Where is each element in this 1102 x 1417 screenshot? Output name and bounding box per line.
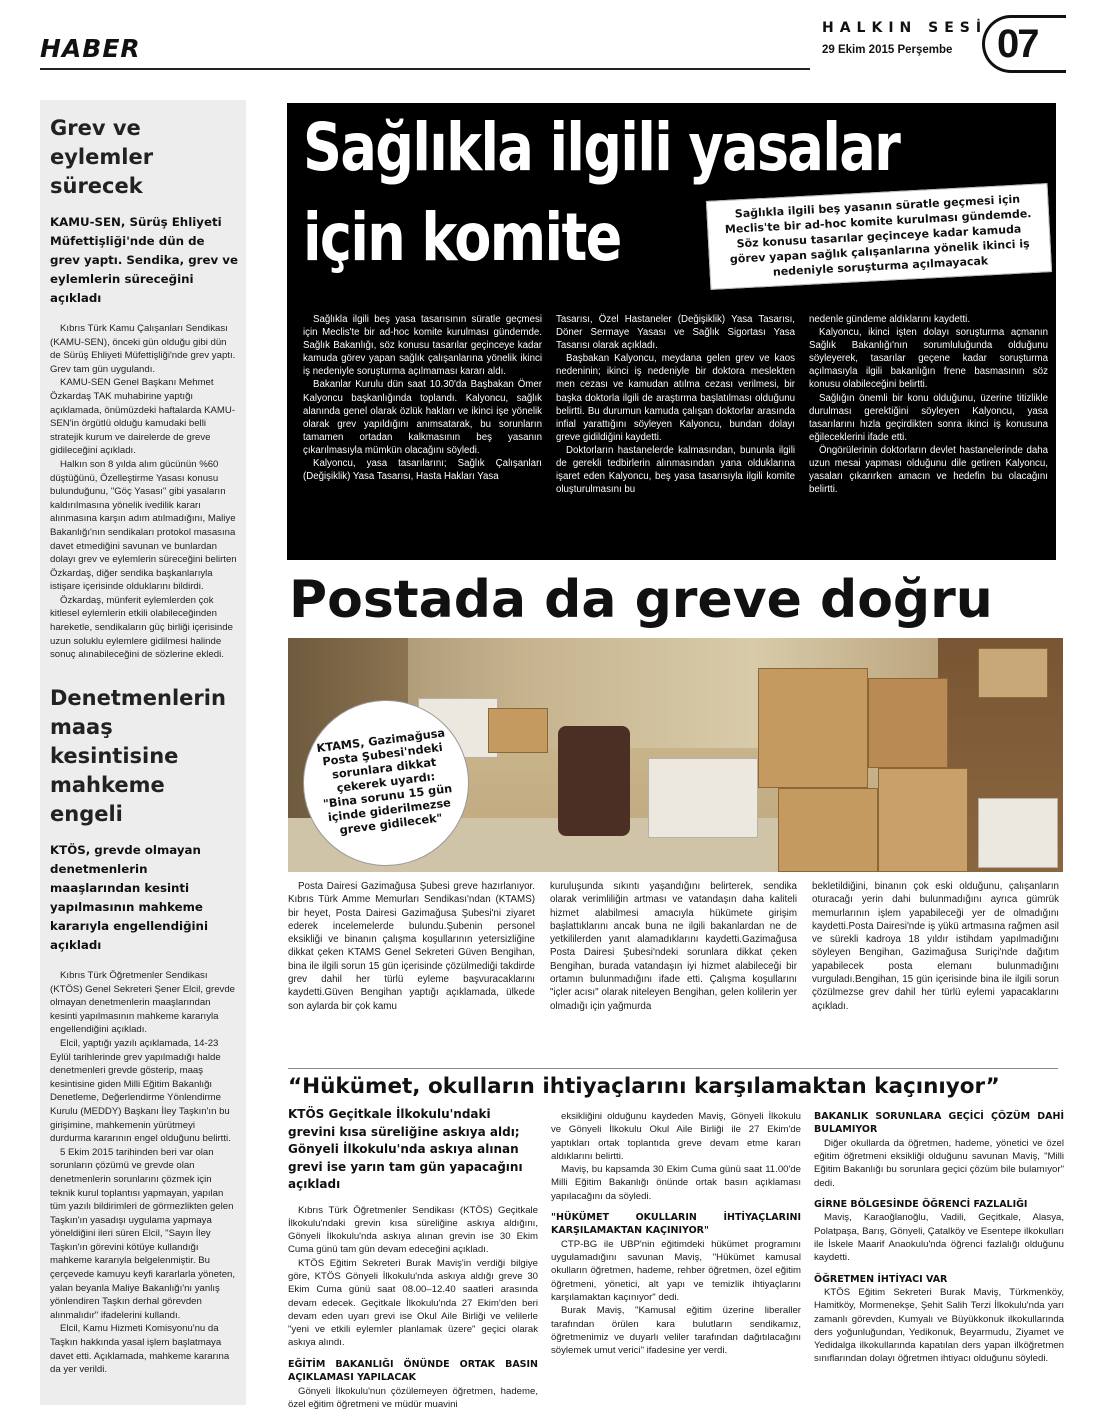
paragraph: Kıbrıs Türk Öğretmenler Sendikası (KTÖS) Genel Sekreteri Şener Elcil, grevde olmayan denetmenlerin maaşlarından kesinti yapılmasının mahkeme kararıyla engellendiğini açıkladı. (50, 970, 236, 1036)
badge-text: KTAMS, Gazimağusa Posta Şubesi'ndeki sorunlara dikkat çekerek uyardı: "Bina sorunu 15 gün içinde giderilmezse greve gidilecek" (315, 726, 453, 837)
paragraph: Tasarısı, Özel Hastaneler (Değişiklik) Yasa Tasarısı, Döner Sermaye Yasası ve Sağlık Sigortası Yasa Tasarısı olarak açıkladı. (556, 314, 795, 352)
paragraph: eksikliğini olduğunu kaydeden Maviş, Gönyeli İlkokulu ve Gönyeli İlkokulu Okul Aile Birliği ile 27 Ekim'de yaptıkları ortak toplantıda greve devam etme kararı aldıklarını belirtti. (551, 1111, 801, 1162)
paragraph: Başbakan Kalyoncu, meydana gelen grev ve kaos nedeninin; ikinci iş nedeniyle bir doktora meslekten men cezası ve kamudan atılma cezası verilmesi, bir başka doktorla ilgili de araştırma başlatılması olduğunu belirtti. Bu durumun kamuda çalışan doktorlar arasında infial yarattığını söyleyen Kalyoncu, bundan dolayı greve gidildiğini kaydetti. (556, 353, 795, 443)
paragraph: KTÖS Eğitim Sekreteri Burak Maviş'in verdiği bilgiye göre, KTÖS Gönyeli İlkokulu'nda askıya aldığı greve 30 Ekim Cuma günü saat 08.00–12.40 saatleri arasında devam edecek. Geçitkale İlkokulu'nda 27 Ekim'den beri devam eden uyarı grevi ise Okul Aile Birliği ve velilerle "yeni ve etkili eylemler planlamak üzere" geçici olarak askıya alındı. (288, 1257, 538, 1349)
photo-parcel (868, 678, 948, 768)
paragraph: Maviş, Karaoğlanoğlu, Vadili, Geçitkale, Alasya, Polatpaşa, Barış, Gönyeli, Çatalköy ve Esentepe ilkokulları ile İskele Maarif Anaokulu'nda öğrenci fazlalığı olduğunu kaydetti. (814, 1212, 1064, 1264)
issue-date: 29 Ekim 2015 Perşembe (822, 44, 953, 56)
photo-parcel (978, 648, 1048, 698)
feature-columns (303, 313, 1048, 496)
page-number: 07 (982, 15, 1066, 73)
feature-callout: Sağlıkla ilgili beş yasanın süratle geçmesi için Meclis'te bir ad-hoc komite kurulması gündemde. Söz konusu tasarılar geçinceye kadar kamuda görev yapan sağlık çalışanlarına yönelik ikinci iş nedeniyle soruşturma açılmayacak (706, 183, 1052, 290)
paragraph: Bakanlar Kurulu dün saat 10.30'da Başbakan Ömer Kalyoncu başkanlığında toplandı. Kalyoncu, sağlık alanında genel olarak özlük hakları ve ikinci işe yönelik olarak grev yapıldığını anımsatarak, bu sorunların tamamen ortadan kalkmasının beş yasanın çıkarılmasıyla mümkün olacağını söyledi. (303, 379, 542, 456)
okul-subhead: "HÜKÜMET OKULLARIN İHTİYAÇLARINI KARŞILAMAKTAN KAÇINIYOR" (551, 1212, 801, 1237)
feature-headline-line: için komite (303, 199, 621, 276)
posta-columns (288, 880, 1060, 1013)
section-divider (288, 1068, 1058, 1069)
paragraph: Burak Maviş, "Kamusal eğitim üzerine liberaller tarafından örülen kara bulutların sendikamız, öğretmenimiz ve duyarlı veliler tarafından dağıtılacağını söylemek umut verici" ifadesine yer verdi. (551, 1305, 801, 1357)
paragraph: Öngörülerinin doktorların devlet hastanelerinde daha uzun mesai yapması olduğunu dile getiren Kalyoncu, yasaları çıkarırken amacın ve hedefin bu olacağını belirtti. (809, 444, 1048, 496)
photo-parcel (648, 758, 758, 838)
photo-parcel (878, 768, 968, 872)
okul-headline: “Hükümet, okulların ihtiyaçlarını karşılamaktan kaçınıyor” (288, 1074, 1000, 1099)
posta-column (288, 880, 535, 1013)
photo-parcel (978, 798, 1058, 868)
sidebar-headline: Denetmenlerin maaş kesintisine mahkeme engeli (50, 686, 226, 826)
sidebar-story-strike (50, 114, 238, 662)
photo-badge (303, 700, 469, 866)
paragraph: KAMU-SEN Genel Başkanı Mehmet Özkardaş TAK muhabirine yaptığı açıklamada, önümüzdeki haftalarda KAMU-SEN'in örgütlü olduğu kamudaki belli stratejik kurum ve dairelerde de greve gidileceğini açıkladı. (50, 377, 236, 457)
paragraph: Doktorların hastanelerde kalmasından, bununla ilgili de gerekli tedbirlerin alınmasından yana olduklarına işaret eden Kalyoncu, beş yasa tasarısıyla ilgili komite oluşturulmasını bu (556, 444, 795, 496)
feature-column (556, 313, 795, 496)
paragraph: Kıbrıs Türk Öğretmenler Sendikası (KTÖS) Geçitkale İlkokulu'ndaki grevin kısa süreliğine askıya aldığını, Gönyeli İlkokulu'nda askıya alınan grevin ise 30 Ekim Cuma günü tam gün devam edeceğini açıkladı. (288, 1204, 538, 1256)
paragraph: Elcil, yaptığı yazılı açıklamada, 14-23 Eylül tarihlerinde grev yapılmadığı halde denetmenleri grevde gösterip, maaş kesintisine giden Milli Eğitim Bakanlığı Denetleme, Değerlendirme Yönlendirme Kurulu (MEDDY) Başkanı İley Taşkın'ın bu girişimine, mahkemenin yürütmeyi durdurma kararının engel olduğunu belirtti. (50, 1037, 231, 1145)
sidebar-story-inspectors (50, 684, 238, 1377)
paragraph: Özkardaş, münferit eylemlerden çok kitlesel eylemlerin etkili olabileceğinden hareketle, sendikaların güç birliği içerisinde uzun soluklu eylemlere gidilmesi halinde sonuç alınabileceğini de sözlerine ekledi. (50, 594, 233, 661)
paragraph: Gönyeli İlkokulu'nun çözülemeyen öğretmen, hademe, özel eğitim öğretmeni ve müdür muavini (288, 1385, 538, 1410)
paragraph: Sağlığın önemli bir konu olduğunu, üzerine titizlikle durulması gerektiğini söyleyen Kalyoncu, yasa tasarılarını hızla geçirdikten sonra ikinci iş konusuna eğileceklerini ifade etti. (809, 392, 1048, 443)
newspaper-name: HALKIN SESİ (822, 20, 988, 36)
paragraph: 5 Ekim 2015 tarihinden beri var olan sorunların çözümü ve grevde olan denetmenlerin sorunlarını çözmek için teknik kurul toplantısı yapmayan, yapılan tüm yazılı bildirimleri de görmezlikten gelen Taşkın'ın yasadışı uygulama yapmaya yöneldiğini ileri süren Elcil, "Sayın İley Taşkın'ın görevini kötüye kullandığı mahkeme kararıyla belgelenmiştir. Bu çerçevede kamuyu keyfi kararlarla yöneten, yalan beyanla Maliye Bakanlığı'nı yanlış yönlendiren Taşkın derhal görevden alınmalıdır" ifadelerini kullandı. (50, 1146, 236, 1321)
photo-parcel (778, 788, 878, 872)
feature-column (809, 313, 1048, 496)
paragraph: Kıbrıs Türk Kamu Çalışanları Sendikası (KAMU-SEN), önceki gün olduğu gibi dün de Sürüş Ehliyeti Müfettişliği'nde grev yaptı. Grev tam gün uygulandı. (50, 323, 236, 375)
sidebar-lead: KTÖS, grevde olmayan denetmenlerin maaşlarından kesinti yapılmasının mahkeme kararıyla engellendiğini açıkladı (50, 843, 208, 952)
okul-column (551, 1110, 801, 1358)
sidebar-body (50, 322, 238, 662)
feature-headline-line: Sağlıkla ilgili yasalar (303, 109, 900, 186)
paragraph: Sağlıkla ilgili beş yasa tasarısının süratle geçmesi için Meclis'te bir ad-hoc komite kurulması gündemde. Sağlık Bakanlığı, söz konusu tasarılar geçinceye kadar kamuda görev yapan sağlık çalışanlarına yönelik ikinci iş nedeniyle soruşturma açılmaması kararı aldı. (303, 314, 542, 378)
paragraph: Halkın son 8 yılda alım gücünün %60 düştüğünü, Özelleştirme Yasası konusu bulunduğunu, "Göç Yasası" gibi yasaların kaldırılmasına yönelik ivedilik kararı alınmasına karşın adım atılmadığını, Maliye Bakanlığı'nın sendikaları protokol masasına davet etmediğini savunan ve bunlardan dolayı grev ve eylemlerin süreceğini belirten Özkardaş, diğer sendika başkanlarıyla istişare içerisinde olduklarını bildirdi. (50, 458, 237, 593)
sidebar-headline: Grev ve eylemler sürecek (50, 116, 154, 198)
okul-subhead: EĞİTİM BAKANLIĞI ÖNÜNDE ORTAK BASIN AÇIKLAMASI YAPILACAK (288, 1358, 538, 1384)
sidebar (40, 100, 246, 1405)
paragraph: nedenle gündeme aldıklarını kaydetti. (809, 314, 971, 325)
photo-suitcase (558, 726, 630, 836)
okul-column (814, 1110, 1064, 1366)
paragraph: bekletildiğini, binanın çok eski olduğunu, çalışanların oturacağı yerin dahi bulunmadığını ayrıca gümrük memurlarının işlem yapabileceği yer de olmadığını kaydetti.Posta Dairesi'nde iş yükü artmasına rağmen asil ve sürekli kadroya 18 yıldır istihdam yapılmadığını söyleyen Bengihan, Gazimağusa Suriçi'nde dağıtım yapabilecek posta elemanı bulunmadığını vurguladı.Bengihan, 15 gün içerisinde bina ile ilgili sorun çözülmezse grev dahil her türlü eylemi yapacaklarını açıkladı. (812, 881, 1059, 1012)
okul-subhead: GİRNE BÖLGESİNDE ÖĞRENCİ FAZLALIĞI (814, 1199, 1028, 1210)
paragraph: Posta Dairesi Gazimağusa Şubesi greve hazırlanıyor. Kıbrıs Türk Amme Memurları Sendikası'ndan (KTAMS) bir heyet, Posta Dairesi Gazimağusa Şubesi'ni ziyaret ederek incelemelerde bulundu.Şubenin personel eksikliği ve binanın çalışma koşullarının yetersizliğine dikkat çeken KTAMS Genel Sekreteri Güven Bengihan, bina ile ilgili sorun 15 gün içerisinde çözülmediği takdirde grev dahil her türlü eyleme başvuracaklarını kaydetti.Güven Bengihan yaptığı açıklamada, ülkede son aylarda bir çok kamu (288, 881, 535, 1012)
feature-column (303, 313, 542, 496)
okul-column (288, 1107, 538, 1411)
paragraph: Diğer okullarda da öğretmen, hademe, yönetici ve özel eğitim öğretmeni eksikliği olduğunu savunan Maviş, "Milli Eğitim Bakanlığı bu sorunlara geçici çözüm bile bulamıyor" dedi. (814, 1137, 1064, 1189)
posta-headline: Postada da greve doğru (289, 570, 993, 630)
sidebar-lead: KAMU-SEN, Sürüş Ehliyeti Müfettişliği'nde dün de grev yaptı. Sendika, grev ve eylemlerin süreceğini açıkladı (50, 215, 238, 305)
paragraph: Maviş, bu kapsamda 30 Ekim Cuma günü saat 11.00'de Milli Eğitim Bakanlığı önünde ortak basın açıklaması yapılacağını da söyledi. (551, 1164, 801, 1202)
photo-parcel (758, 668, 868, 788)
paragraph: Elcil, Kamu Hizmeti Komisyonu'nu da Taşkın hakkında yasal işlem başlatmaya davet etti. Açıklamada, mahkeme kararına da yer verildi. (50, 1323, 230, 1376)
paragraph: KTÖS Eğitim Sekreteri Burak Maviş, Türkmenköy, Hamitköy, Mormenekşe, Şehit Salih Terzi İlkokulu'nda yarı zamanlı görevden, Kumyalı ve Büyükkonuk ilkokullarında ders yoğunluğundan, Yedikonuk, Beyarmudu, Ziyamet ve Yedidalga ilkokullarında kapatılan ders yapan ilköğretmen sınıflarından dolayı öğretmen ihtiyacı olduğunu söyledi. (814, 1287, 1064, 1365)
posta-column (550, 880, 797, 1013)
photo-parcel (488, 708, 548, 753)
header-rule (40, 68, 810, 70)
posta-column (812, 880, 1059, 1013)
paragraph: kuruluşunda sıkıntı yaşandığını belirterek, sendika olarak verimliliğin artması ve vatandaşın daha kaliteli hizmet alabilmesi amacıyla hükümete girişim başlattıklarını ancak buna ne ilgili bakanlardan ne de yetkililerden yanıt alamadıklarını kaydetti.Gazimağusa Posta Dairesi Şubesi'ndeki sorunlara dikkat çeken Bengihan, burada vatandaşın iyi hizmet alabileceği bir ortamın bulunmadığını ifade etti. Çalışma koşullarını "içler acısı" olarak niteleyen Bengihan, gelen kolilerin yer olmadığı için yağmurda (550, 881, 797, 1012)
sidebar-body (50, 969, 238, 1377)
paragraph: Kalyoncu, yasa tasarılarını; Sağlık Çalışanları (Değişiklik) Yasa Tasarısı, Hasta Hakları Yasa (303, 458, 542, 483)
okul-subhead: ÖĞRETMEN İHTİYACI VAR (814, 1273, 948, 1285)
okul-subhead: BAKANLIK SORUNLARA GEÇİCİ ÇÖZÜM DAHİ BULAMIYOR (814, 1111, 1064, 1136)
paragraph: CTP-BG ile UBP'nin eğitimdeki hükümet programını uygulamadığını savunan Maviş, "Hükümet kamusal okulların öğretmen, hademe, rehber öğretmen, özel eğitim öğretmeni, yönetici, alt yapı ve temizlik ihtiyaçlarını karşılamaktan kaçınıyor" dedi. (551, 1238, 801, 1304)
section-label: HABER (40, 34, 141, 63)
paragraph: Kalyoncu, ikinci işten dolayı soruşturma açmanın Sağlık Bakanlığı'nın sorumluluğunda olduğunu söyleyerek, tasarılar geçene kadar soruşturma açılmasıyla ilgili bakanlığın frene basmasının söz konusu olabileceğini belirtti. (809, 327, 1048, 391)
okul-lead: KTÖS Geçitkale İlkokulu'ndaki grevini kısa süreliğine askıya aldı; Gönyeli İlkokulu'nda askıya alınan grevi ise yarın tam gün yapacağını açıkladı (288, 1107, 523, 1191)
